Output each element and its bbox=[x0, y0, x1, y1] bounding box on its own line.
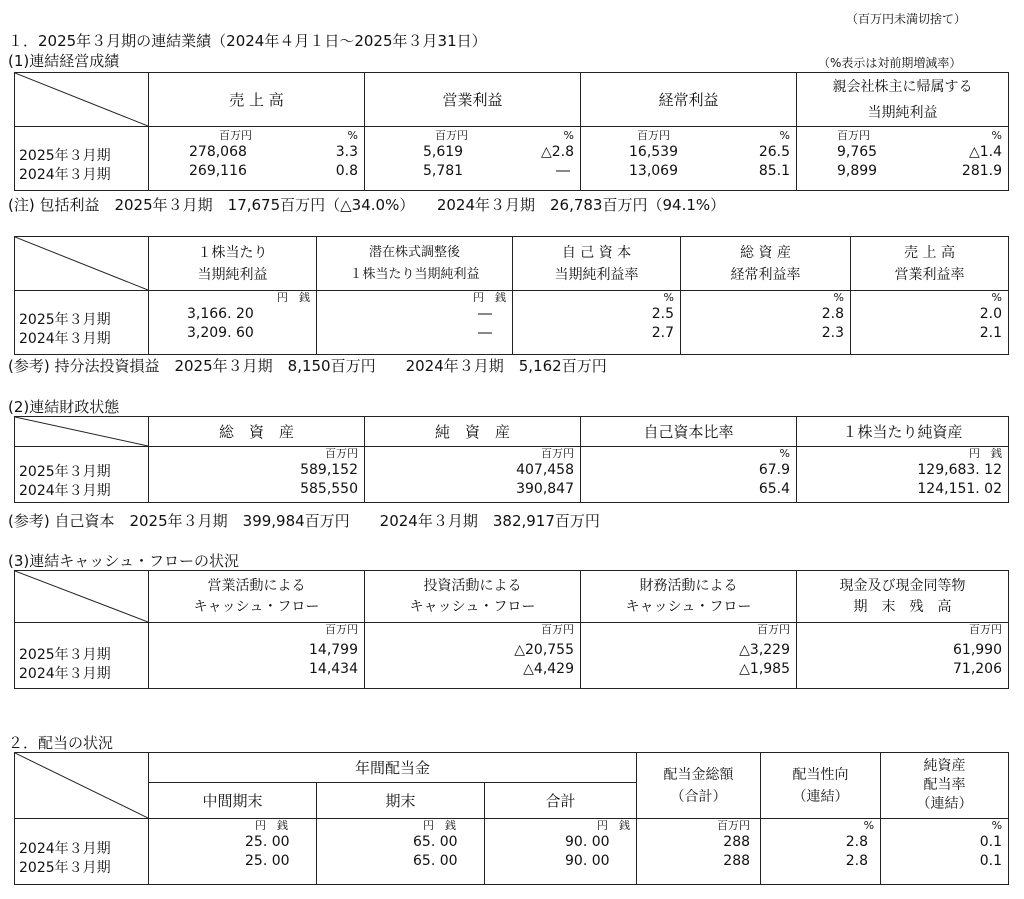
unit-mil: 百万円 bbox=[541, 447, 574, 460]
header-net-income bbox=[797, 73, 1009, 127]
header-opm-line2: 営業利益率 bbox=[894, 266, 965, 283]
dividends-table bbox=[14, 752, 1009, 885]
value-total-assets: 585,550 bbox=[300, 481, 358, 497]
header-doe-line1: 純資産 bbox=[923, 758, 966, 774]
row-label: 2024年３月期 bbox=[19, 482, 111, 499]
value-diluted-eps: ― bbox=[478, 306, 492, 322]
value-net-pct: △1.4 bbox=[968, 144, 1002, 160]
header-payout-ratio bbox=[761, 753, 881, 819]
header-doe bbox=[881, 753, 1009, 819]
value-sales: 269,116 bbox=[189, 163, 247, 179]
op-cell bbox=[365, 127, 581, 191]
header-investing-cf-line2: キャッシュ・フロー bbox=[409, 598, 536, 615]
value-ord: 13,069 bbox=[629, 163, 678, 179]
net-cell bbox=[797, 127, 1009, 191]
header-diluted-eps bbox=[317, 237, 513, 291]
row-label: 2025年３月期 bbox=[19, 646, 111, 663]
unit-pct: % bbox=[991, 291, 1002, 304]
row-label: 2025年３月期 bbox=[19, 147, 111, 164]
unit-mil: 百万円 bbox=[969, 623, 1002, 636]
value-net-pct: 281.9 bbox=[961, 163, 1002, 179]
header-roa-line1: 総 資 産 bbox=[740, 244, 791, 261]
value-year-end: 65. 00 bbox=[413, 834, 458, 850]
financial-position-table bbox=[14, 416, 1009, 503]
cash-flow-table bbox=[14, 570, 1009, 689]
unit-mil: 百万円 bbox=[435, 129, 468, 142]
header-financing-cf bbox=[581, 571, 797, 623]
value-interim: 25. 00 bbox=[245, 834, 290, 850]
doe-cell bbox=[881, 819, 1009, 885]
opm-cell bbox=[851, 291, 1009, 355]
row-label: 2025年３月期 bbox=[19, 311, 111, 328]
total-cell bbox=[485, 819, 637, 885]
net-assets-cell bbox=[365, 447, 581, 503]
value-year-end: 65. 00 bbox=[413, 853, 458, 869]
unit-mil: 百万円 bbox=[757, 623, 790, 636]
header-bps: １株当たり純資産 bbox=[797, 417, 1009, 447]
value-eps: 3,209. 60 bbox=[187, 325, 254, 341]
row-label: 2025年３月期 bbox=[19, 859, 111, 876]
value-roe: 2.7 bbox=[651, 325, 674, 341]
unit-mil: 百万円 bbox=[325, 447, 358, 460]
header-net-assets: 純 資 産 bbox=[365, 417, 581, 447]
value-operating-cf: 14,799 bbox=[309, 642, 358, 658]
unit-mil: 百万円 bbox=[219, 129, 252, 142]
value-equity-ratio: 65.4 bbox=[758, 481, 790, 497]
row-label: 2024年３月期 bbox=[19, 166, 111, 183]
year-end-cell bbox=[317, 819, 485, 885]
value-roe: 2.5 bbox=[651, 306, 674, 322]
header-cash-end-line2: 期 末 残 高 bbox=[853, 598, 952, 615]
row-label: 2025年３月期 bbox=[19, 463, 111, 480]
header-total-dividend-line2: （合計） bbox=[670, 788, 727, 805]
operating-cf-cell bbox=[149, 623, 365, 689]
header-cash-end-line1: 現金及び現金同等物 bbox=[839, 577, 966, 594]
value-roa: 2.8 bbox=[821, 306, 844, 322]
value-op: 5,619 bbox=[423, 144, 464, 160]
value-payout-ratio: 2.8 bbox=[845, 853, 869, 869]
unit-pct: % bbox=[663, 291, 674, 304]
bps-cell bbox=[797, 447, 1009, 503]
equity-note: (参考) 自己資本 2025年３月期 399,984百万円 2024年３月期 382,917百万円 bbox=[8, 512, 600, 530]
value-op-pct: △2.8 bbox=[540, 144, 574, 160]
value-payout-ratio: 2.8 bbox=[845, 834, 869, 850]
value-net: 9,765 bbox=[837, 144, 878, 160]
header-payout-ratio-line2: （連結） bbox=[792, 788, 849, 805]
row-label: 2024年３月期 bbox=[19, 840, 111, 857]
value-ord: 16,539 bbox=[629, 144, 678, 160]
value-doe: 0.1 bbox=[979, 853, 1003, 869]
value-total: 90. 00 bbox=[565, 853, 610, 869]
header-sales: 売 上 高 bbox=[149, 73, 365, 127]
unit-pct: % bbox=[779, 447, 790, 460]
header-roa-line2: 経常利益率 bbox=[730, 266, 801, 283]
value-financing-cf: △1,985 bbox=[739, 661, 790, 677]
corner-cell bbox=[15, 753, 149, 819]
value-op-pct: ― bbox=[556, 163, 570, 179]
value-net: 9,899 bbox=[837, 163, 878, 179]
header-year-end: 期末 bbox=[317, 783, 485, 819]
value-financing-cf: △3,229 bbox=[739, 642, 790, 658]
value-bps: 129,683. 12 bbox=[917, 462, 1002, 478]
unit-yen: 円 銭 bbox=[969, 447, 1002, 460]
value-diluted-eps: ― bbox=[478, 325, 492, 341]
total-dividend-cell bbox=[637, 819, 761, 885]
header-opm bbox=[851, 237, 1009, 291]
header-total-assets: 総 資 産 bbox=[149, 417, 365, 447]
header-cash-end bbox=[797, 571, 1009, 623]
value-cash-end: 71,206 bbox=[953, 661, 1002, 677]
header-operating-profit: 営業利益 bbox=[365, 73, 581, 127]
header-annual-dividend: 年間配当金 bbox=[149, 753, 637, 783]
unit-yen: 円 銭 bbox=[255, 819, 288, 832]
diluted-eps-cell bbox=[317, 291, 513, 355]
value-opm: 2.1 bbox=[979, 325, 1002, 341]
header-net-income-line1: 親会社株主に帰属する bbox=[832, 78, 973, 95]
subsection-title-operating: (1)連結経営成績 bbox=[8, 52, 120, 70]
value-total-dividend: 288 bbox=[723, 834, 751, 850]
unit-pct: % bbox=[779, 129, 790, 142]
value-opm: 2.0 bbox=[979, 306, 1002, 322]
header-opm-line1: 売 上 高 bbox=[904, 244, 955, 261]
value-investing-cf: △4,429 bbox=[523, 661, 574, 677]
header-interim: 中間期末 bbox=[149, 783, 317, 819]
value-investing-cf: △20,755 bbox=[514, 642, 574, 658]
eps-cell bbox=[149, 291, 317, 355]
corner-cell bbox=[15, 417, 149, 447]
header-financing-cf-line2: キャッシュ・フロー bbox=[625, 598, 752, 615]
payout-ratio-cell bbox=[761, 819, 881, 885]
header-total-dividend-line1: 配当金総額 bbox=[663, 766, 734, 783]
row-labels bbox=[15, 291, 149, 355]
value-sales: 278,068 bbox=[189, 144, 247, 160]
header-total-dividend bbox=[637, 753, 761, 819]
unit-mil: 百万円 bbox=[637, 129, 670, 142]
unit-pct: % bbox=[563, 129, 574, 142]
value-eps: 3,166. 20 bbox=[187, 306, 254, 322]
value-roa: 2.3 bbox=[821, 325, 844, 341]
value-cash-end: 61,990 bbox=[953, 642, 1002, 658]
header-eps-line1: １株当たり bbox=[197, 244, 268, 261]
value-sales-pct: 0.8 bbox=[335, 163, 358, 179]
unit-mil: 百万円 bbox=[837, 129, 870, 142]
header-operating-cf bbox=[149, 571, 365, 623]
unit-note: （百万円未満切捨て） bbox=[846, 12, 967, 26]
value-total-assets: 589,152 bbox=[300, 462, 358, 478]
unit-pct: % bbox=[347, 129, 358, 142]
subsection-title-cash-flow: (3)連結キャッシュ・フローの状況 bbox=[8, 552, 239, 570]
unit-pct: % bbox=[991, 129, 1002, 142]
header-roa bbox=[681, 237, 851, 291]
unit-pct: % bbox=[991, 819, 1003, 832]
header-operating-cf-line1: 営業活動による bbox=[207, 577, 306, 594]
header-payout-ratio-line1: 配当性向 bbox=[792, 766, 849, 783]
corner-cell bbox=[15, 571, 149, 623]
header-net-income-line2: 当期純利益 bbox=[867, 104, 938, 121]
row-labels bbox=[15, 623, 149, 689]
header-operating-cf-line2: キャッシュ・フロー bbox=[193, 598, 320, 615]
value-bps: 124,151. 02 bbox=[917, 481, 1002, 497]
pct-note: （%表示は対前期増減率） bbox=[818, 56, 962, 70]
operating-results-table bbox=[14, 72, 1009, 191]
row-labels bbox=[15, 127, 149, 191]
header-financing-cf-line1: 財務活動による bbox=[639, 577, 738, 594]
interim-cell bbox=[149, 819, 317, 885]
roe-cell bbox=[513, 291, 681, 355]
subsection-title-financial-position: (2)連結財政状態 bbox=[8, 398, 120, 416]
total-assets-cell bbox=[149, 447, 365, 503]
value-equity-ratio: 67.9 bbox=[758, 462, 790, 478]
investing-cf-cell bbox=[365, 623, 581, 689]
unit-mil: 百万円 bbox=[717, 819, 751, 832]
unit-pct: % bbox=[863, 819, 875, 832]
header-total: 合計 bbox=[485, 783, 637, 819]
header-investing-cf-line1: 投資活動による bbox=[423, 577, 522, 594]
header-roe bbox=[513, 237, 681, 291]
value-ord-pct: 85.1 bbox=[758, 163, 790, 179]
row-label: 2024年３月期 bbox=[19, 665, 111, 682]
equity-method-note: (参考) 持分法投資損益 2025年３月期 8,150百万円 2024年３月期 5,162百万円 bbox=[8, 357, 607, 375]
comprehensive-income-note: (注) 包括利益 2025年３月期 17,675百万円（△34.0%） 2024年３月期 26,783百万円（94.1%） bbox=[8, 196, 726, 214]
row-labels bbox=[15, 819, 149, 885]
header-investing-cf bbox=[365, 571, 581, 623]
value-sales-pct: 3.3 bbox=[335, 144, 358, 160]
ord-cell bbox=[581, 127, 797, 191]
value-total: 90. 00 bbox=[565, 834, 610, 850]
value-interim: 25. 00 bbox=[245, 853, 290, 869]
value-operating-cf: 14,434 bbox=[309, 661, 358, 677]
equity-ratio-cell bbox=[581, 447, 797, 503]
value-net-assets: 390,847 bbox=[516, 481, 574, 497]
header-doe-line2: 配当率 bbox=[923, 777, 966, 793]
section-title-results: １．2025年３月期の連結業績（2024年４月１日～2025年３月31日） bbox=[8, 32, 487, 50]
header-doe-line3: （連結） bbox=[916, 796, 973, 812]
financing-cf-cell bbox=[581, 623, 797, 689]
unit-mil: 百万円 bbox=[541, 623, 574, 636]
cash-end-cell bbox=[797, 623, 1009, 689]
header-equity-ratio: 自己資本比率 bbox=[581, 417, 797, 447]
header-roe-line1: 自 己 資 本 bbox=[561, 244, 632, 261]
header-eps bbox=[149, 237, 317, 291]
value-doe: 0.1 bbox=[979, 834, 1003, 850]
per-share-table bbox=[14, 236, 1009, 355]
sales-cell bbox=[149, 127, 365, 191]
value-op: 5,781 bbox=[423, 163, 464, 179]
unit-yen: 円 銭 bbox=[277, 291, 310, 304]
header-diluted-eps-line1: 潜在株式調整後 bbox=[368, 244, 460, 260]
value-net-assets: 407,458 bbox=[516, 462, 574, 478]
corner-cell bbox=[15, 237, 149, 291]
row-label: 2024年３月期 bbox=[19, 330, 111, 347]
unit-yen: 円 銭 bbox=[597, 819, 631, 832]
roa-cell bbox=[681, 291, 851, 355]
corner-cell bbox=[15, 73, 149, 127]
header-ordinary-profit: 経常利益 bbox=[581, 73, 797, 127]
value-ord-pct: 26.5 bbox=[758, 144, 790, 160]
header-roe-line2: 当期純利益率 bbox=[554, 266, 639, 283]
section-title-dividends: ２．配当の状況 bbox=[8, 734, 114, 752]
unit-yen: 円 銭 bbox=[473, 291, 506, 304]
header-eps-line2: 当期純利益 bbox=[197, 266, 268, 283]
unit-pct: % bbox=[833, 291, 844, 304]
unit-mil: 百万円 bbox=[325, 623, 358, 636]
row-labels bbox=[15, 447, 149, 503]
unit-yen: 円 銭 bbox=[423, 819, 456, 832]
value-total-dividend: 288 bbox=[723, 853, 751, 869]
header-diluted-eps-line2: １株当たり当期純利益 bbox=[349, 266, 480, 282]
